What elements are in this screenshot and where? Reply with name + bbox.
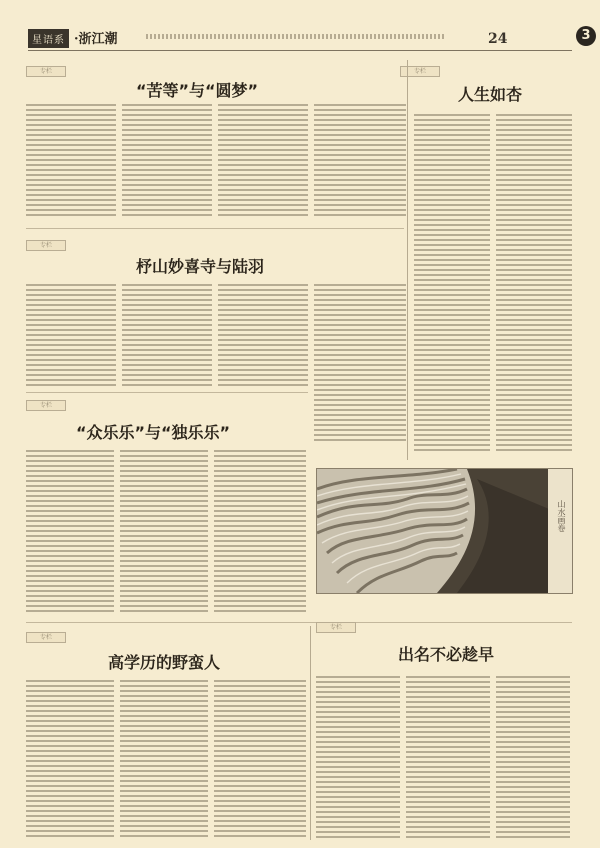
article-column — [122, 104, 212, 216]
article-column — [26, 284, 116, 388]
edition-title: ·浙江潮 — [74, 32, 118, 47]
article-column — [120, 450, 208, 614]
article-kudeng — [26, 66, 408, 218]
issue-dateline — [488, 31, 507, 47]
article-label: 专栏 — [26, 400, 66, 411]
article-column — [314, 104, 406, 216]
article-column — [316, 676, 400, 838]
issue-number: 24 — [488, 31, 508, 47]
section-divider — [26, 392, 308, 393]
article-label: 专栏 — [316, 622, 356, 633]
article-column — [496, 676, 570, 838]
article-title: “众乐乐”与“独乐乐” — [76, 423, 231, 442]
section-divider — [26, 228, 404, 229]
article-label: 专栏 — [26, 66, 66, 77]
masthead-fine-print — [146, 34, 446, 39]
article-chuming — [316, 622, 574, 842]
article-title: 杼山妙喜寺与陆羽 — [136, 257, 265, 276]
article-column — [214, 450, 306, 614]
landscape-photo — [316, 468, 550, 594]
article-column — [120, 680, 208, 838]
article-column — [214, 680, 306, 838]
article-column — [26, 680, 114, 838]
article-title: 人生如杏 — [458, 85, 523, 104]
article-rensheng — [400, 66, 572, 456]
masthead-rule — [28, 50, 572, 51]
column-separator — [310, 626, 311, 840]
article-column — [26, 450, 114, 614]
article-label: 专栏 — [26, 632, 66, 643]
article-title: 出名不必趁早 — [398, 645, 495, 664]
article-label: 专栏 — [26, 240, 66, 251]
article-column — [406, 676, 490, 838]
article-label: 专栏 — [400, 66, 440, 77]
article-column — [122, 284, 212, 388]
article-gaoxueli — [26, 632, 316, 842]
article-column — [314, 284, 406, 442]
article-column — [414, 114, 490, 454]
terraced-hills-image — [317, 469, 549, 593]
article-column — [218, 104, 308, 216]
masthead — [28, 26, 591, 48]
article-title: 高学历的野蛮人 — [108, 653, 221, 672]
section-tag: 星语系 — [28, 29, 69, 48]
article-zhonglele — [26, 400, 316, 618]
page-number-badge: 3 — [576, 26, 596, 46]
article-column — [218, 284, 308, 388]
photo-caption: 山水画卷 — [557, 500, 566, 532]
article-column — [496, 114, 572, 454]
article-title: “苦等”与“圆梦” — [136, 81, 259, 100]
article-column — [26, 104, 116, 216]
